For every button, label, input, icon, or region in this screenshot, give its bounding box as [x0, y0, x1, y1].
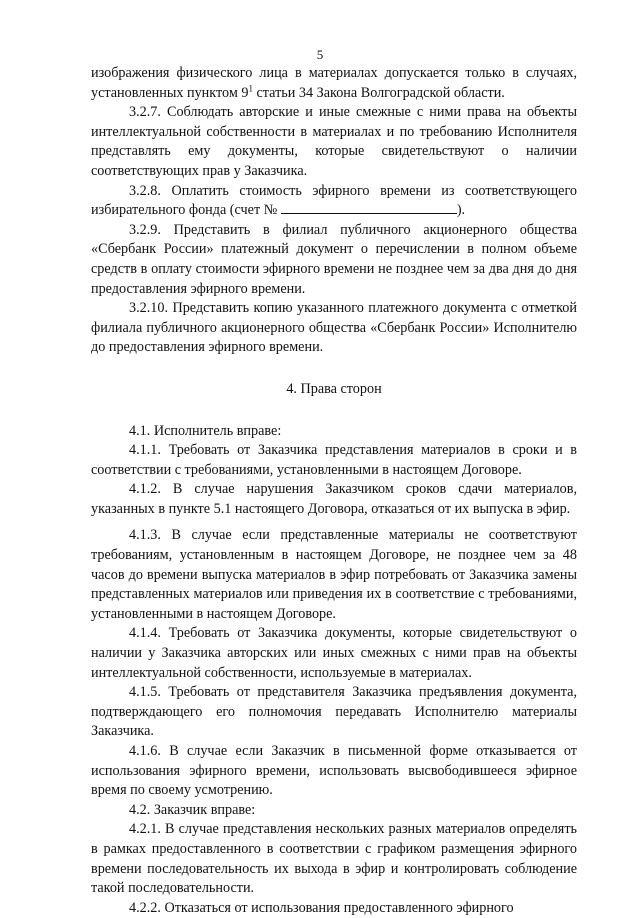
clause-4-1-5: 4.1.5. Требовать от представителя Заказчика предъявления документа, подтверждающего его полномочия передавать Исполнителю материалы Заказчика.	[91, 684, 577, 740]
clause-4-1-4: 4.1.4. Требовать от Заказчика документы, которые свидетельствуют о наличии у Заказчика авторских или иных смежных с ними прав на объекты интеллектуальной собственности, используемые в материалах.	[91, 625, 577, 681]
clause-4-1: 4.1. Исполнитель вправе:	[129, 422, 282, 439]
clause-4-1-3: 4.1.3. В случае если представленные материалы не соответствуют требованиям, установленным в настоящем Договоре, не позднее чем за 48 часов до времени выпуска материалов в эфир потребовать от Заказчика замены представленных материалов или приведения их в соответствие с требованиями, установленными в настоящем Договоре.	[91, 527, 577, 622]
footnote-superscript: 1	[248, 82, 253, 93]
clause-3-2-7: 3.2.7. Соблюдать авторские и иные смежные с ними права на объекты интеллектуальной собственности в материалах и по требованию Исполнителя представлять ему документы, которые свидетельствуют о наличии соответствующих прав у Заказчика.	[91, 104, 577, 179]
clause-3-2-8	[91, 182, 577, 221]
clause-4-2-2: 4.2.2. Отказаться от использования предоставленного эфирного	[129, 899, 514, 916]
section-heading: 4. Права сторон	[286, 380, 382, 397]
paragraph-continuation	[91, 64, 577, 103]
clause-3-2-8-text-b: ).	[456, 202, 466, 219]
clause-4-2: 4.2. Заказчик вправе:	[129, 801, 256, 818]
clause-4-1-2: 4.1.2. В случае нарушения Заказчиком сроков сдачи материалов, указанных в пункте 5.1 настоящего Договора, отказаться от их выпуска в эфир.	[91, 481, 577, 517]
clause-4-2-1: 4.2.1. В случае представления нескольких разных материалов определять в рамках предоставленного в соответствии с графиком размещения эфирного времени последовательность их выхода в эфир и контролировать соблюдение такой последовательности.	[91, 821, 577, 897]
clause-3-2-8-text-a: 3.2.8. Оплатить стоимость эфирного времени из соответствующего избирательного фонда (счет №	[91, 182, 577, 219]
clause-4-1-6: 4.1.6. В случае если Заказчик в письменной форме отказывается от использования эфирного времени, использовать высвободившееся эфирное время по своему усмотрению.	[91, 743, 577, 799]
page-number: 5	[316, 47, 324, 62]
account-number-blank	[281, 201, 457, 214]
clause-3-2-10: 3.2.10. Представить копию указанного платежного документа с отметкой филиала публичного акционерного общества «Сбербанк России» Исполнителю до предоставления эфирного времени.	[91, 300, 577, 356]
paragraph-continuation-text-b: статьи 34 Закона Волгоградской области.	[252, 84, 505, 101]
clause-4-1-1: 4.1.1. Требовать от Заказчика представления материалов в сроки и в соответствии с требованиями, установленными в настоящем Договоре.	[91, 442, 577, 478]
paragraph-continuation-text-a: изображения физического лица в материалах допускается только в случаях, установленных пунктом 9	[91, 65, 577, 101]
document-body	[91, 64, 577, 918]
clause-3-2-9: 3.2.9. Представить в филиал публичного акционерного общества «Сбербанк России» платежный документ о перечислении в полном объеме средств в оплату стоимости эфирного времени не позднее чем за два дня до дня предоставления эфирного времени.	[91, 221, 577, 297]
